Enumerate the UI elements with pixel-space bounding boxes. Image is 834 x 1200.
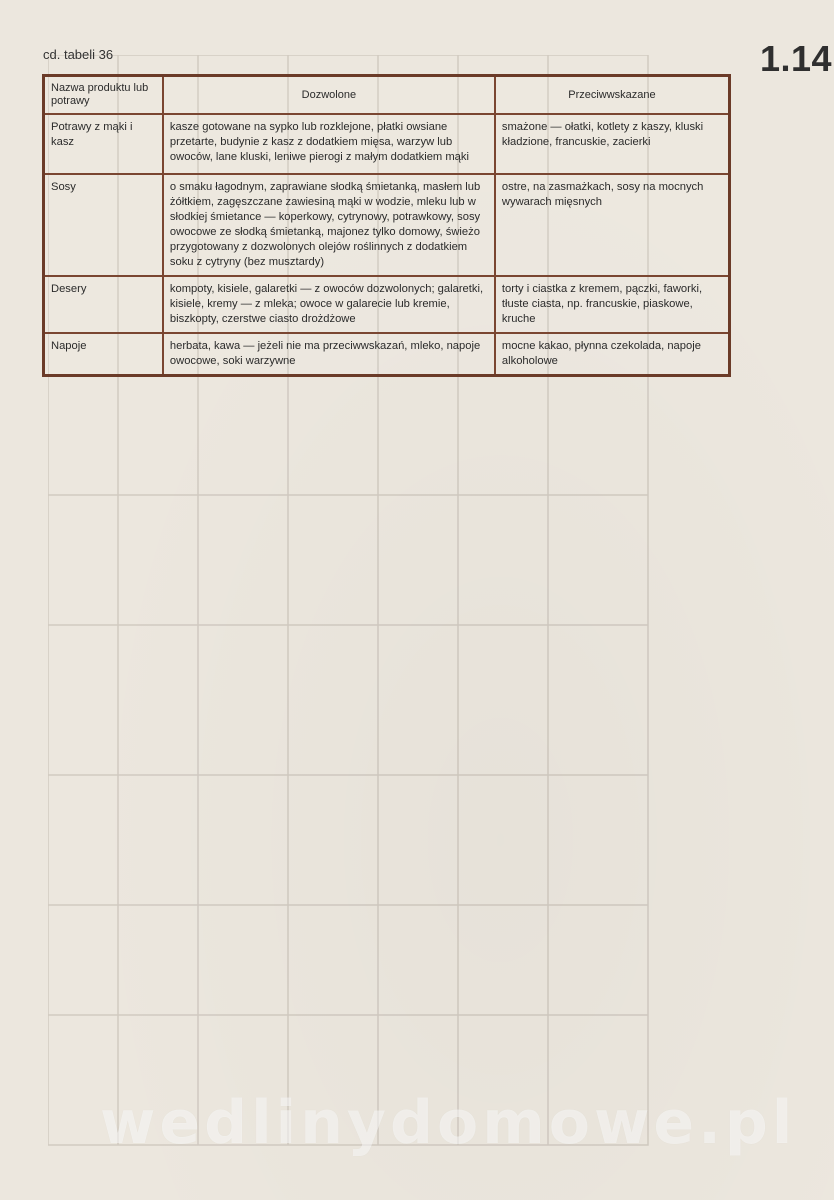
row-allowed: kompoty, kisiele, galaretki — z owoców dozwolonych; galaretki, kisiele, kremy — z mleka; owoce w galarecie lub kremie, biszkopty, czerstwe ciasto drożdżowe — [163, 276, 495, 333]
row-allowed: o smaku łagodnym, zaprawiane słodką śmietanką, masłem lub żółtkiem, zagęszczane zawiesiną mąki w wodzie, mleku lub w słodkiej śmietance — koperkowy, cytrynowy, potrawkowy, sosy owocowe ze słodką śmietanką, majonez tylko domowy, świeżo przygotowany z dozwolonych olejów roślinnych z dodatkiem soku z cytryny (bez musztardy) — [163, 174, 495, 276]
header-forbidden: Przeciwwskazane — [495, 76, 730, 115]
site-watermark: wedlinydomowe.pl — [100, 1088, 797, 1158]
row-forbidden: smażone — ołatki, kotlety z kaszy, kluski kładzione, francuskie, zacierki — [495, 114, 730, 174]
table-row — [44, 333, 730, 376]
table-row — [44, 276, 730, 333]
row-forbidden: torty i ciastka z kremem, pączki, faworki, tłuste ciasta, np. francuskie, piaskowe, kruche — [495, 276, 730, 333]
table-continuation-caption: cd. tabeli 36 — [43, 47, 114, 62]
table-row — [44, 114, 730, 174]
table-row — [44, 174, 730, 276]
row-product-name: Potrawy z mąki i kasz — [44, 114, 163, 174]
header-product-name: Nazwa produktu lub potrawy — [44, 76, 163, 115]
row-product-name: Desery — [44, 276, 163, 333]
row-allowed: kasze gotowane na sypko lub rozklejone, płatki owsiane przetarte, budynie z kasz z dodatkiem mięsa, warzyw lub owoców, lane kluski, leniwe pierogi z małym dodatkiem mąki — [163, 114, 495, 174]
row-forbidden: mocne kakao, płynna czekolada, napoje alkoholowe — [495, 333, 730, 376]
diet-table — [42, 74, 731, 377]
row-product-name: Napoje — [44, 333, 163, 376]
section-number: 1.14 — [760, 38, 833, 79]
row-forbidden: ostre, na zasmażkach, sosy na mocnych wywarach mięsnych — [495, 174, 730, 276]
row-allowed: herbata, kawa — jeżeli nie ma przeciwwskazań, mleko, napoje owocowe, soki warzywne — [163, 333, 495, 376]
table-header-row — [44, 76, 730, 115]
row-product-name: Sosy — [44, 174, 163, 276]
header-allowed: Dozwolone — [163, 76, 495, 115]
